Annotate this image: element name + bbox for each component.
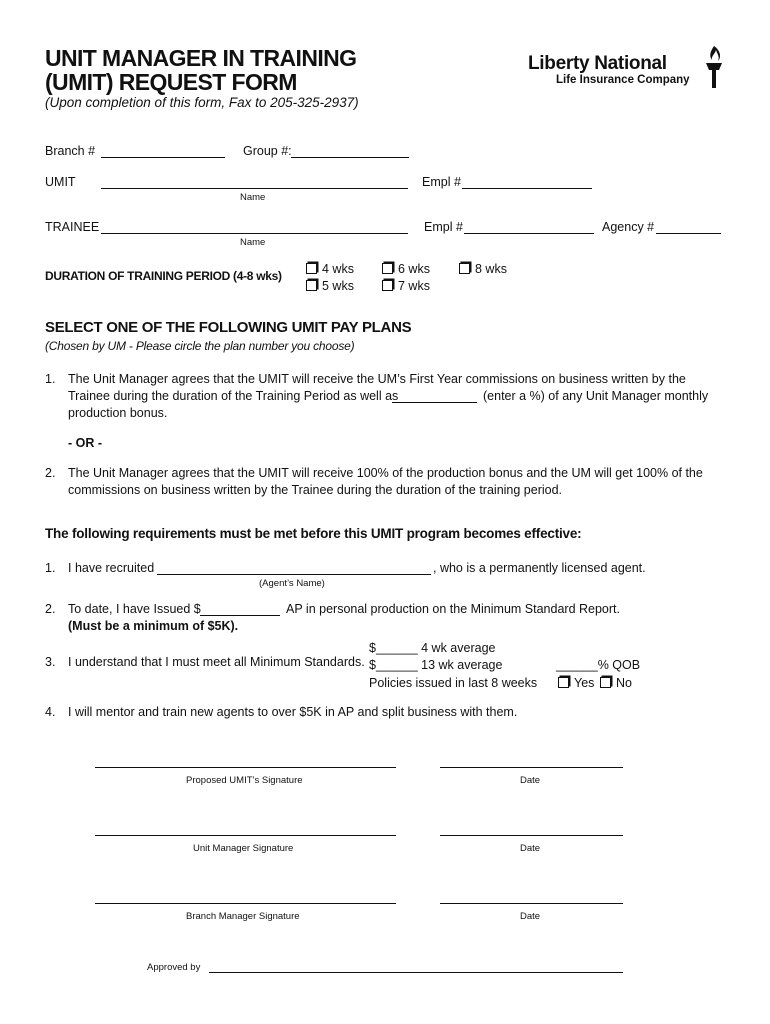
- duration-option-4wks[interactable]: 4 wks: [306, 262, 354, 276]
- umit-name-caption: Name: [240, 192, 266, 203]
- checkbox-icon[interactable]: [558, 677, 569, 688]
- duration-label: DURATION OF TRAINING PERIOD (4-8 wks): [45, 269, 282, 283]
- avg-4wk-field[interactable]: $______ 4 wk average: [369, 641, 496, 655]
- group-input[interactable]: [291, 157, 409, 158]
- agent-name-caption: (Agent’s Name): [259, 578, 325, 589]
- trainee-empl-input[interactable]: [464, 233, 594, 234]
- checkbox-icon[interactable]: [600, 677, 611, 688]
- group-label: Group #:: [243, 144, 292, 158]
- checkbox-icon[interactable]: [306, 263, 317, 274]
- checkbox-icon[interactable]: [382, 280, 393, 291]
- fax-note: (Upon completion of this form, Fax to 205-325-2937): [45, 95, 359, 110]
- plan2-number[interactable]: 2.: [45, 466, 56, 480]
- proposed-umit-signature-label: Proposed UMIT’s Signature: [186, 775, 303, 786]
- req1-text-a: I have recruited: [68, 561, 155, 575]
- req1-number: 1.: [45, 561, 56, 575]
- approved-by-line[interactable]: [209, 972, 623, 973]
- checkbox-icon[interactable]: [459, 263, 470, 274]
- umit-name-input[interactable]: [101, 188, 408, 189]
- req1-text-b: , who is a permanently licensed agent.: [433, 561, 646, 575]
- trainee-empl-label: Empl #: [424, 220, 463, 234]
- proposed-umit-date-line[interactable]: [440, 767, 623, 768]
- policies-no-option[interactable]: No: [600, 676, 632, 690]
- plan2-line1: The Unit Manager agrees that the UMIT will receive 100% of the production bonus and the UM will get 100% of the: [68, 466, 703, 480]
- trainee-name-input[interactable]: [101, 233, 408, 234]
- proposed-umit-date-label: Date: [520, 775, 541, 786]
- logo-name: Liberty National: [528, 53, 667, 74]
- branch-manager-signature-line[interactable]: [95, 903, 396, 904]
- duration-option-8wks[interactable]: 8 wks: [459, 262, 507, 276]
- trainee-label: TRAINEE: [45, 220, 100, 234]
- pay-plans-note: (Chosen by UM - Please circle the plan number you choose): [45, 339, 355, 353]
- req2-text-b: AP in personal production on the Minimum Standard Report.: [286, 602, 620, 616]
- unit-manager-signature-line[interactable]: [95, 835, 396, 836]
- req2-number: 2.: [45, 602, 56, 616]
- branch-label: Branch #: [45, 144, 96, 158]
- issued-amount-input[interactable]: [200, 615, 280, 616]
- agency-label: Agency #: [602, 220, 655, 234]
- checkbox-icon[interactable]: [382, 263, 393, 274]
- plan1-line2b: (enter a %) of any Unit Manager monthly: [483, 389, 709, 403]
- unit-manager-date-line[interactable]: [440, 835, 623, 836]
- plan1-line1: The Unit Manager agrees that the UMIT will receive the UM’s First Year commissions on business written by the: [68, 372, 686, 386]
- policies-issued-label: Policies issued in last 8 weeks: [369, 676, 538, 690]
- or-separator: - OR -: [68, 436, 103, 450]
- req2-minimum-note: (Must be a minimum of $5K).: [68, 619, 239, 633]
- umit-empl-input[interactable]: [462, 188, 592, 189]
- unit-manager-signature-label: Unit Manager Signature: [193, 843, 294, 854]
- form-title-line1: UNIT MANAGER IN TRAINING: [45, 45, 357, 71]
- req4-number: 4.: [45, 705, 56, 719]
- req4-text: I will mentor and train new agents to over $5K in AP and split business with them.: [68, 705, 518, 719]
- branch-manager-signature-label: Branch Manager Signature: [186, 911, 300, 922]
- duration-option-6wks[interactable]: 6 wks: [382, 262, 430, 276]
- req3-text: I understand that I must meet all Minimum Standards.: [68, 655, 365, 669]
- branch-manager-date-label: Date: [520, 911, 541, 922]
- agency-input[interactable]: [656, 233, 721, 234]
- plan1-line3: production bonus.: [68, 406, 168, 420]
- plan1-percent-input[interactable]: [392, 402, 477, 403]
- agent-name-input[interactable]: [157, 574, 431, 575]
- req3-number: 3.: [45, 655, 56, 669]
- logo-subtitle: Life Insurance Company: [556, 74, 690, 86]
- pay-plans-heading: SELECT ONE OF THE FOLLOWING UMIT PAY PLANS: [45, 319, 412, 336]
- unit-manager-date-label: Date: [520, 843, 541, 854]
- branch-input[interactable]: [101, 157, 225, 158]
- req2-text-a: To date, I have Issued $: [68, 602, 201, 616]
- qob-field[interactable]: ______% QOB: [556, 658, 641, 672]
- branch-manager-date-line[interactable]: [440, 903, 623, 904]
- trainee-name-caption: Name: [240, 237, 266, 248]
- requirements-heading: The following requirements must be met before this UMIT program becomes effective:: [45, 526, 582, 541]
- avg-13wk-field[interactable]: $______ 13 wk average: [369, 658, 503, 672]
- plan1-number[interactable]: 1.: [45, 372, 56, 386]
- duration-option-5wks[interactable]: 5 wks: [306, 279, 354, 293]
- duration-option-7wks[interactable]: 7 wks: [382, 279, 430, 293]
- checkbox-icon[interactable]: [306, 280, 317, 291]
- form-title-line2: (UMIT) REQUEST FORM: [45, 69, 297, 95]
- torch-icon: [702, 44, 726, 90]
- umit-label: UMIT: [45, 175, 76, 189]
- policies-yes-option[interactable]: Yes: [558, 676, 594, 690]
- approved-by-label: Approved by: [147, 962, 201, 973]
- plan1-line2a: Trainee during the duration of the Training Period as well as: [68, 389, 399, 403]
- plan2-line2: commissions on business written by the Trainee during the duration of the training period.: [68, 483, 563, 497]
- umit-empl-label: Empl #: [422, 175, 461, 189]
- proposed-umit-signature-line[interactable]: [95, 767, 396, 768]
